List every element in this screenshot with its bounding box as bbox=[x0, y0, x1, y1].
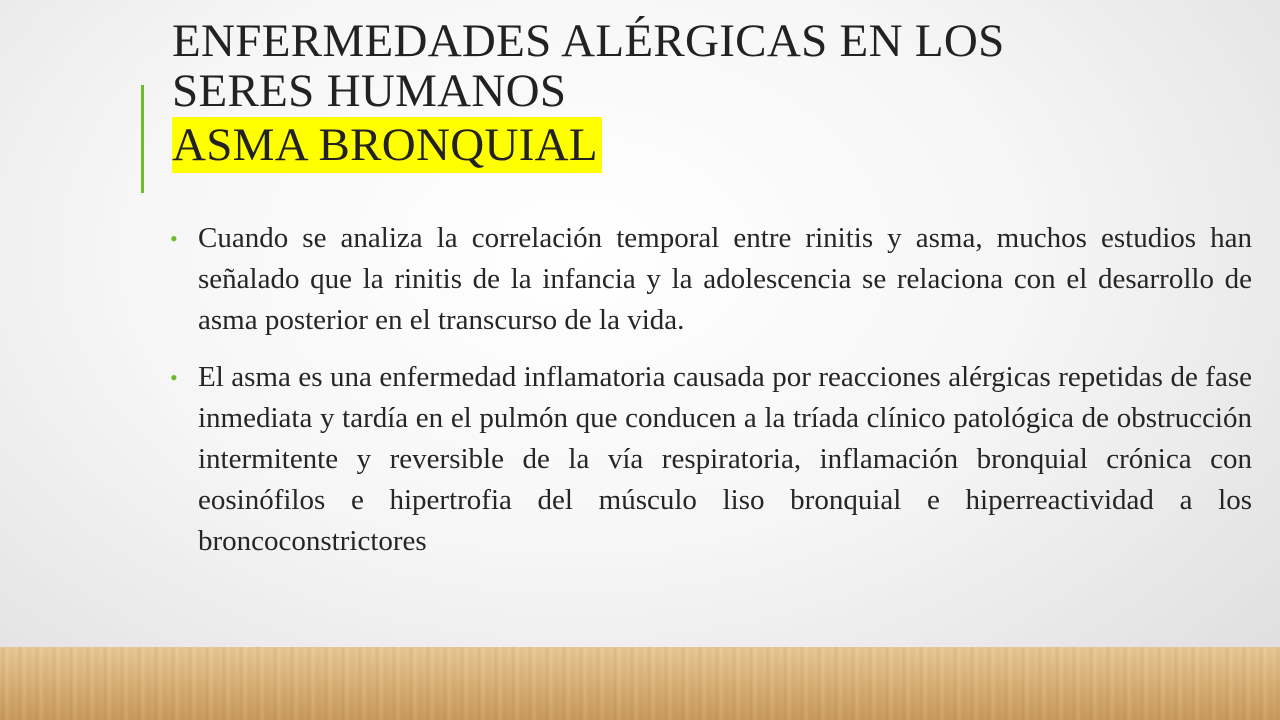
title-line-1: ENFERMEDADES ALÉRGICAS EN LOS bbox=[172, 15, 1005, 67]
title-accent-bar bbox=[141, 85, 144, 193]
wooden-floor-decoration bbox=[0, 647, 1280, 720]
bullet-text: El asma es una enfermedad inflamatoria causada por reacciones alérgicas repetidas de fase inmediata y tardía en el pulmón que conducen a la tríada clínico patológica de obstrucción intermitente y reversible de la vía respiratoria, inflamación bronquial crónica con eosinófilos e hipertrofia del músculo liso bronquial e hiperreactividad a los broncoconstrictores bbox=[198, 361, 1252, 557]
bullet-item-2 bbox=[170, 357, 1252, 562]
title-line-2: SERES HUMANOS bbox=[172, 65, 567, 117]
title-highlight: ASMA BRONQUIAL bbox=[172, 117, 602, 173]
bullet-dot-icon: • bbox=[170, 226, 178, 251]
bullet-text: Cuando se analiza la correlación temporal entre rinitis y asma, muchos estudios han señalado que la rinitis de la infancia y la adolescencia se relaciona con el desarrollo de asma posterior en el transcurso de la vida. bbox=[198, 222, 1252, 336]
slide-title bbox=[172, 16, 1252, 170]
slide-body bbox=[170, 218, 1252, 578]
bullet-item-1 bbox=[170, 218, 1252, 341]
title-highlight-row bbox=[172, 120, 1252, 170]
bullet-dot-icon: • bbox=[170, 365, 178, 390]
